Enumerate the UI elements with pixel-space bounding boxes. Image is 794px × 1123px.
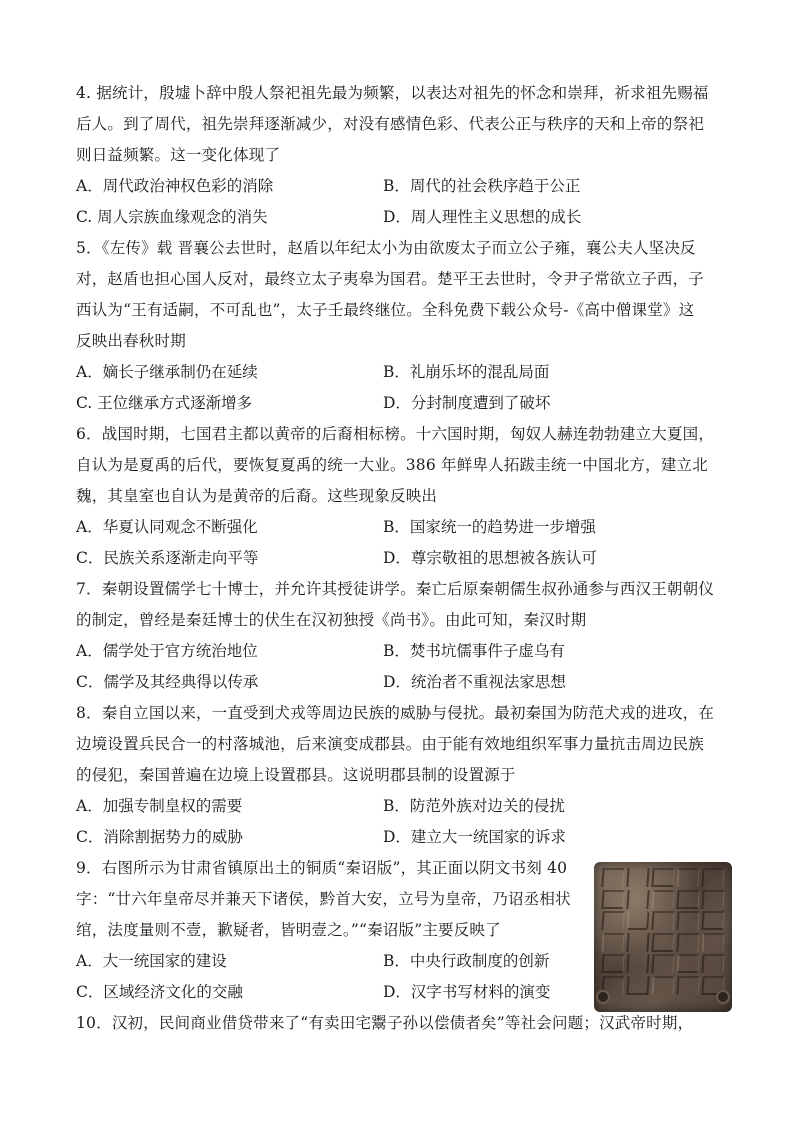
question-text-line: 后人。到了周代，祖先崇拜逐渐减少，对没有感情色彩、代表公正与秩序的天和上帝的祭祀 [76,115,705,133]
question-text-line: 的制定，曾经是秦廷博士的伏生在汉初独授《尚书》。由此可知，秦汉时期 [76,611,587,629]
question-text-line: 西认为“王有适嗣，不可乱也”，太子壬最终继位。全科免费下载公众号-《高中僧课堂》这 [76,301,695,319]
question-text-line: 的侵犯，秦国普遍在边境上设置郡县。这说明郡县制的设置源于 [76,766,516,784]
option-row [76,357,726,388]
option-row [76,388,726,419]
option-b: B．防范外族对边关的侵扰 [383,797,565,815]
question-text-line: 10．汉初，民间商业借贷带来了“有卖田宅鬻子孙以偿债者矣”等社会问题；汉武帝时期， [76,1014,694,1032]
option-a: A．嫡长子继承制仍在延续 [76,363,258,381]
option-b: B．周代的社会秩序趋于公正 [383,177,581,195]
option-row [76,512,726,543]
option-a: A．周代政治神权色彩的消除 [76,177,274,195]
option-b: B．礼崩乐坏的混乱局面 [383,363,550,381]
question-text-line: 反映出春秋时期 [76,332,186,350]
question-text-line: 魏，其皇室也自认为是黄帝的后裔。这些现象反映出 [76,487,438,505]
question-text-line: 绾，法度量则不壹，歉疑者，皆明壹之。”“秦诏版”主要反映了 [76,921,501,939]
question-10 [76,1008,726,1039]
option-d: D．建立大一统国家的诉求 [383,828,566,846]
option-a: A．加强专制皇权的需要 [76,797,243,815]
question-text-line: 4. 据统计，殷墟卜辞中殷人祭祀祖先最为频繁，以表达对祖先的怀念和崇拜，祈求祖先赐福 [76,84,709,102]
option-row [76,822,726,853]
question-text-line: 对，赵盾也担心国人反对，最终立太子夷皋为国君。楚平王去世时，令尹子常欲立子西，子 [76,270,705,288]
plaque-hole-left [596,990,610,1004]
option-c: C. 周人宗族血缘观念的消失 [76,208,268,226]
option-a: A．华夏认同观念不断强化 [76,518,258,536]
option-d: D．统治者不重视法家思想 [383,673,566,691]
option-b: B．国家统一的趋势进一步增强 [383,518,596,536]
option-d: D．周人理性主义思想的成长 [383,208,582,226]
question-text-line: 自认为是夏禹的后代，要恢复夏禹的统一大业。386 年鲜卑人拓跋圭统一中国北方，建立北 [76,456,708,474]
question-text-line: 8．秦自立国以来，一直受到犬戎等周边民族的威胁与侵扰。最初秦国为防范犬戎的进攻，在 [76,704,715,722]
option-row [76,636,726,667]
option-c: C．消除割据势力的威胁 [76,828,243,846]
option-c: C．民族关系逐渐走向平等 [76,549,259,567]
question-text-line: 5．《左传》载 晋襄公去世时，赵盾以年纪太小为由欲废太子而立公子雍，襄公夫人坚决反 [76,239,696,257]
inscription-glyphs [602,868,724,994]
option-d: D．汉字书写材料的演变 [383,983,551,1001]
question-text-line: 字：“廿六年皇帝尽并兼天下诸侯，黔首大安，立号为皇帝，乃诏丞相状 [76,890,571,908]
question-text-line: 7．秦朝设置儒学七十博士，并允许其授徒讲学。秦亡后原秦朝儒生叔孙通参与西汉王朝朝仪 [76,580,715,598]
option-a: A．大一统国家的建设 [76,952,227,970]
question-5 [76,233,726,419]
option-b: B．中央行政制度的创新 [383,952,550,970]
question-7 [76,574,726,698]
question-8 [76,698,726,853]
option-row [76,171,726,202]
option-c: C．儒学及其经典得以传承 [76,673,259,691]
question-4 [76,78,726,233]
option-row [76,202,726,233]
option-a: A．儒学处于官方统治地位 [76,642,258,660]
question-text-line: 边境设置兵民合一的村落城池，后来演变成郡县。由于能有效地组织军事力量抗击周边民族 [76,735,705,753]
question-text-line: 则日益频繁。这一变化体现了 [76,146,281,164]
question-text-line: 9．右图所示为甘肃省镇原出土的铜质“秦诏版”，其正面以阴文书刻 40 [76,859,568,877]
option-d: D．尊宗敬祖的思想被各族认可 [383,549,597,567]
option-row [76,543,726,574]
option-c: C. 王位继承方式逐渐增多 [76,394,253,412]
question-text-line: 6．战国时期，七国君主都以黄帝的后裔相标榜。十六国时期，匈奴人赫连勃勃建立大夏国， [76,425,715,443]
plaque-hole-right [716,990,730,1004]
option-row [76,667,726,698]
option-d: D．分封制度遭到了破坏 [383,394,551,412]
option-b: B．焚书坑儒事件子虚乌有 [383,642,565,660]
option-c: C．区域经济文化的交融 [76,983,243,1001]
option-row [76,791,726,822]
question-6 [76,419,726,574]
bronze-edict-plaque-image [594,862,732,1012]
